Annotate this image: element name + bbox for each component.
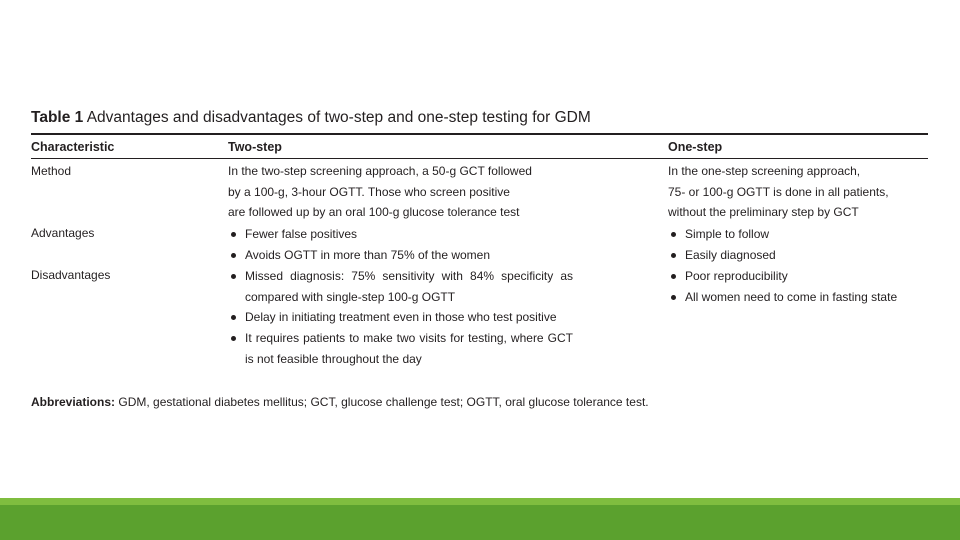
list-item-text: Avoids OGTT in more than 75% of the women bbox=[245, 247, 491, 262]
advantages-two-step-list bbox=[228, 224, 573, 265]
bullet-icon bbox=[671, 253, 676, 258]
table-title-text: Advantages and disadvantages of two-step and one-step testing for GDM bbox=[86, 109, 591, 126]
header-rule bbox=[31, 158, 928, 159]
bullet-icon bbox=[671, 295, 676, 300]
footer-band-light bbox=[0, 498, 960, 505]
list-item bbox=[228, 245, 573, 266]
method-one-step-line: 75- or 100-g OGTT is done in all patients, bbox=[668, 184, 889, 199]
table-number: Table 1 bbox=[31, 109, 84, 126]
method-one-step-cell bbox=[668, 161, 889, 223]
method-two-step-line: In the two-step screening approach, a 50-g GCT followed bbox=[228, 164, 532, 178]
row-label-disadvantages: Disadvantages bbox=[31, 268, 111, 282]
method-two-step-line: are followed up by an oral 100-g glucose tolerance test bbox=[228, 205, 520, 220]
list-item bbox=[668, 224, 930, 245]
list-item bbox=[668, 245, 930, 266]
list-item bbox=[228, 224, 573, 245]
list-item bbox=[228, 266, 573, 307]
footer-band-dark bbox=[0, 505, 960, 540]
bullet-icon bbox=[671, 232, 676, 237]
bullet-icon bbox=[231, 315, 236, 320]
list-item-text: Delay in initiating treatment even in those who test positive bbox=[245, 310, 557, 325]
abbreviations-footnote bbox=[31, 393, 649, 411]
bullet-icon bbox=[231, 253, 236, 258]
list-item bbox=[228, 307, 573, 328]
row-label-advantages: Advantages bbox=[31, 226, 95, 240]
abbreviations-label: Abbreviations: bbox=[31, 395, 116, 409]
method-two-step-cell bbox=[228, 161, 532, 223]
header-one-step: One-step bbox=[668, 140, 723, 154]
abbreviations-text: GDM, gestational diabetes mellitus; GCT, glucose challenge test; OGTT, oral glucose tolerance test. bbox=[118, 395, 649, 409]
method-two-step-line: by a 100-g, 3-hour OGTT. Those who screen positive bbox=[228, 184, 510, 199]
list-item-text: It requires patients to make two visits for testing, where GCT is not feasible throughout the day bbox=[245, 331, 573, 366]
list-item-text: Poor reproducibility bbox=[685, 269, 788, 283]
list-item-text: Fewer false positives bbox=[245, 227, 358, 241]
list-item bbox=[228, 328, 573, 369]
list-item-text: Easily diagnosed bbox=[685, 247, 776, 262]
row-label-method: Method bbox=[31, 164, 72, 178]
list-item-text: Missed diagnosis: 75% sensitivity with 84% specificity as compared with single-step 100-g OGTT bbox=[245, 269, 573, 304]
advantages-one-step-list bbox=[668, 224, 930, 265]
method-one-step-line: without the preliminary step by GCT bbox=[668, 205, 859, 220]
bullet-icon bbox=[231, 336, 236, 341]
list-item bbox=[668, 287, 930, 308]
disadvantages-two-step-list bbox=[228, 266, 573, 370]
bullet-icon bbox=[671, 274, 676, 279]
header-two-step: Two-step bbox=[228, 140, 282, 154]
method-one-step-line: In the one-step screening approach, bbox=[668, 164, 861, 178]
disadvantages-one-step-list bbox=[668, 266, 930, 307]
bullet-icon bbox=[231, 232, 236, 237]
table-top-rule bbox=[31, 133, 928, 135]
bullet-icon bbox=[231, 274, 236, 279]
list-item bbox=[668, 266, 930, 287]
header-characteristic: Characteristic bbox=[31, 140, 115, 154]
list-item-text: All women need to come in fasting state bbox=[685, 289, 898, 304]
list-item-text: Simple to follow bbox=[685, 227, 770, 241]
table-title bbox=[31, 108, 591, 128]
